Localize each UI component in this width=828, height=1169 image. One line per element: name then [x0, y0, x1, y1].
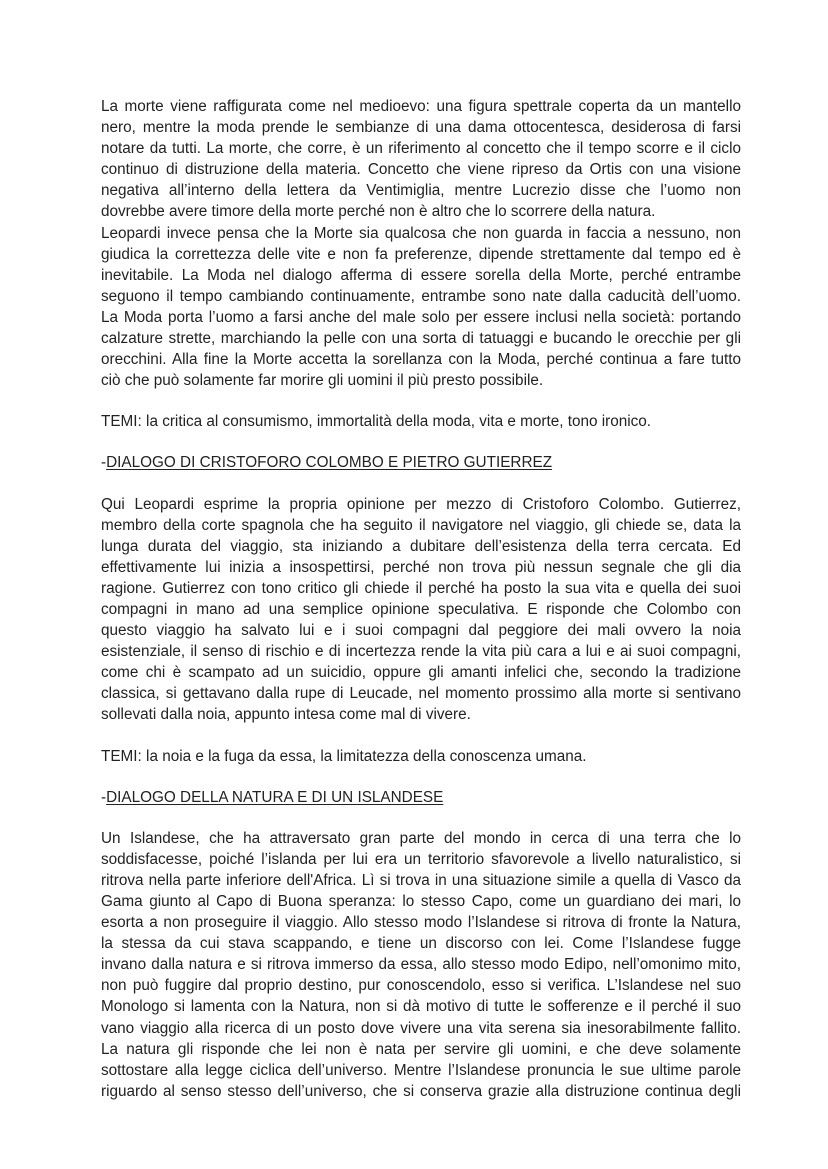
temi-line: TEMI: la noia e la fuga da essa, la limitatezza della conoscenza umana.	[101, 747, 587, 765]
text-line: compagni in mano ad una semplice opinione speculativa. E risponde che Colombo con	[101, 600, 741, 618]
text-line: Leopardi invece pensa che la Morte sia qualcosa che non guarda in faccia a nessuno, non	[101, 224, 741, 242]
text-line: ciò che può solamente far morire gli uomini il più presto possibile.	[101, 372, 544, 390]
text-line: riguardo al senso stesso dell’universo, che si conserva grazie alla distruzione continua degli	[101, 1082, 741, 1100]
text-line: invano dalla natura e si ritrova immerso da essa, allo stesso modo Edipo, nell’omonimo mito,	[101, 956, 741, 974]
temi-colombo	[101, 746, 741, 767]
section-heading-colombo	[101, 452, 741, 473]
text-line: La natura gli risponde che lei non è nata per servire gli uomini, e che deve solamente	[101, 1040, 741, 1058]
text-line: La Moda porta l’uomo a farsi anche del male solo per essere inclusi nella società: portando	[101, 308, 741, 326]
text-line: seguono il tempo cambiando continuamente, entrambe sono nate dalla caducità dell’uomo.	[101, 287, 741, 305]
text-line: classica, si gettavano dalla rupe di Leucade, nel momento prossimo alla morte si sentivano	[101, 685, 741, 703]
text-line: non può fuggire dal proprio destino, pur conoscendolo, esso si verifica. L’Islandese nel suo	[101, 977, 741, 995]
heading-dash: -	[101, 454, 107, 472]
text-line: nero, mentre la moda prende le sembianze di una dama ottocentesca, desiderosa di farsi	[101, 119, 741, 137]
text-line: soddisfacesse, poiché l’islanda per lui era un territorio sfavorevole a livello naturalistico, si	[101, 850, 741, 868]
heading-dash: -	[101, 788, 107, 806]
paragraph-morte-moda	[101, 96, 741, 391]
text-line: Gama giunto al Capo di Buona speranza: lo stesso Capo, come un guardiano dei mari, lo	[101, 893, 741, 910]
heading-title: DIALOGO DELLA NATURA E DI UN ISLANDESE	[106, 788, 444, 806]
text-line: Qui Leopardi esprime la propria opinione per mezzo di Cristoforo Colombo. Gutierrez,	[101, 495, 741, 513]
text-line: notare da tutti. La morte, che corre, è un riferimento al concetto che il tempo scorre e il ciclo	[101, 140, 741, 158]
text-line: ragione. Gutierrez con tono critico gli chiede il perché ha posto la sua vita e quella dei suoi	[101, 579, 741, 597]
text-line: Monologo si lamenta con la Natura, non si dà motivo di tutte le sofferenze e il perché il suo	[101, 998, 741, 1016]
text-line: dovrebbe avere timore della morte perché non è altro che lo scorrere della natura.	[101, 203, 656, 221]
text-line: come chi è scampato ad un suicidio, oppure gli amanti infelici che, secondo la tradizione	[101, 664, 741, 682]
text-line: sottostare alla legge ciclica dell’universo. Mentre l’Islandese pronuncia le sue ultime parole	[101, 1061, 741, 1079]
temi-morte-moda	[101, 411, 741, 432]
temi-line: TEMI: la critica al consumismo, immortalità della moda, vita e morte, tono ironico.	[101, 413, 652, 431]
text-line: inevitabile. La Moda nel dialogo afferma di essere sorella della Morte, perché entrambe	[101, 266, 741, 284]
text-line: effettivamente lui inizia a insospettirsi, perché non trova più nessun segnale che gli dia	[101, 558, 741, 576]
text-line: esorta a non proseguire il viaggio. Allo stesso modo l’Islandese si ritrova di fronte la Natura,	[101, 914, 741, 932]
text-line: esistenziale, il senso di rischio e di incertezza rende la vita più cara a lui e ai suoi compagni,	[101, 643, 741, 661]
text-line: orecchini. Alla fine la Morte accetta la sorellanza con la Moda, perché continua a fare tutto	[101, 351, 741, 369]
text-line: calzature strette, marchiando la pelle con una sorta di tatuaggi e bucando le orecchie per gli	[101, 330, 741, 348]
text-line: la stessa da cui stava scappando, e tiene un discorso con lei. Come l’Islandese fugge	[101, 935, 741, 953]
paragraph-colombo	[101, 494, 741, 726]
section-heading-islandese	[101, 787, 741, 808]
text-line: negativa all’interno della lettera da Ventimiglia, mentre Lucrezio disse che l’uomo non	[101, 182, 741, 200]
heading-title: DIALOGO DI CRISTOFORO COLOMBO E PIETRO GUTIERREZ	[106, 454, 553, 472]
text-line: questo viaggio ha salvato lui e i suoi compagni dal peggiore dei mali ovvero la noia	[101, 622, 741, 640]
text-line: La morte viene raffigurata come nel medioevo: una figura spettrale coperta da un mantello	[101, 98, 741, 115]
text-line: Un Islandese, che ha attraversato gran parte del mondo in cerca di una terra che lo	[101, 829, 741, 847]
text-line: giudica la correttezza delle vite e non fa preferenze, dipende strettamente dal tempo ed è	[101, 245, 741, 263]
text-line: sollevati dalla noia, appunto intesa come mal di vivere.	[101, 706, 471, 724]
text-line: membro della corte spagnola che ha seguito il navigatore nel viaggio, gli chiede se, data la	[101, 516, 741, 534]
text-line: lunga durata del viaggio, sta iniziando a dubitare dell’esistenza della terra cercata. Ed	[101, 537, 741, 555]
text-line: vano viaggio alla ricerca di un posto dove vivere una vita serena sia inesorabilmente fallito.	[101, 1019, 741, 1037]
text-line: ritrova nella parte inferiore dell'Africa. Lì si trova in una situazione simile a quella di Vasco da	[101, 871, 741, 889]
paragraph-islandese	[101, 828, 741, 1102]
text-line: continuo di distruzione della materia. Concetto che viene ripreso da Ortis con una visione	[101, 161, 741, 179]
document-body	[101, 96, 741, 1122]
